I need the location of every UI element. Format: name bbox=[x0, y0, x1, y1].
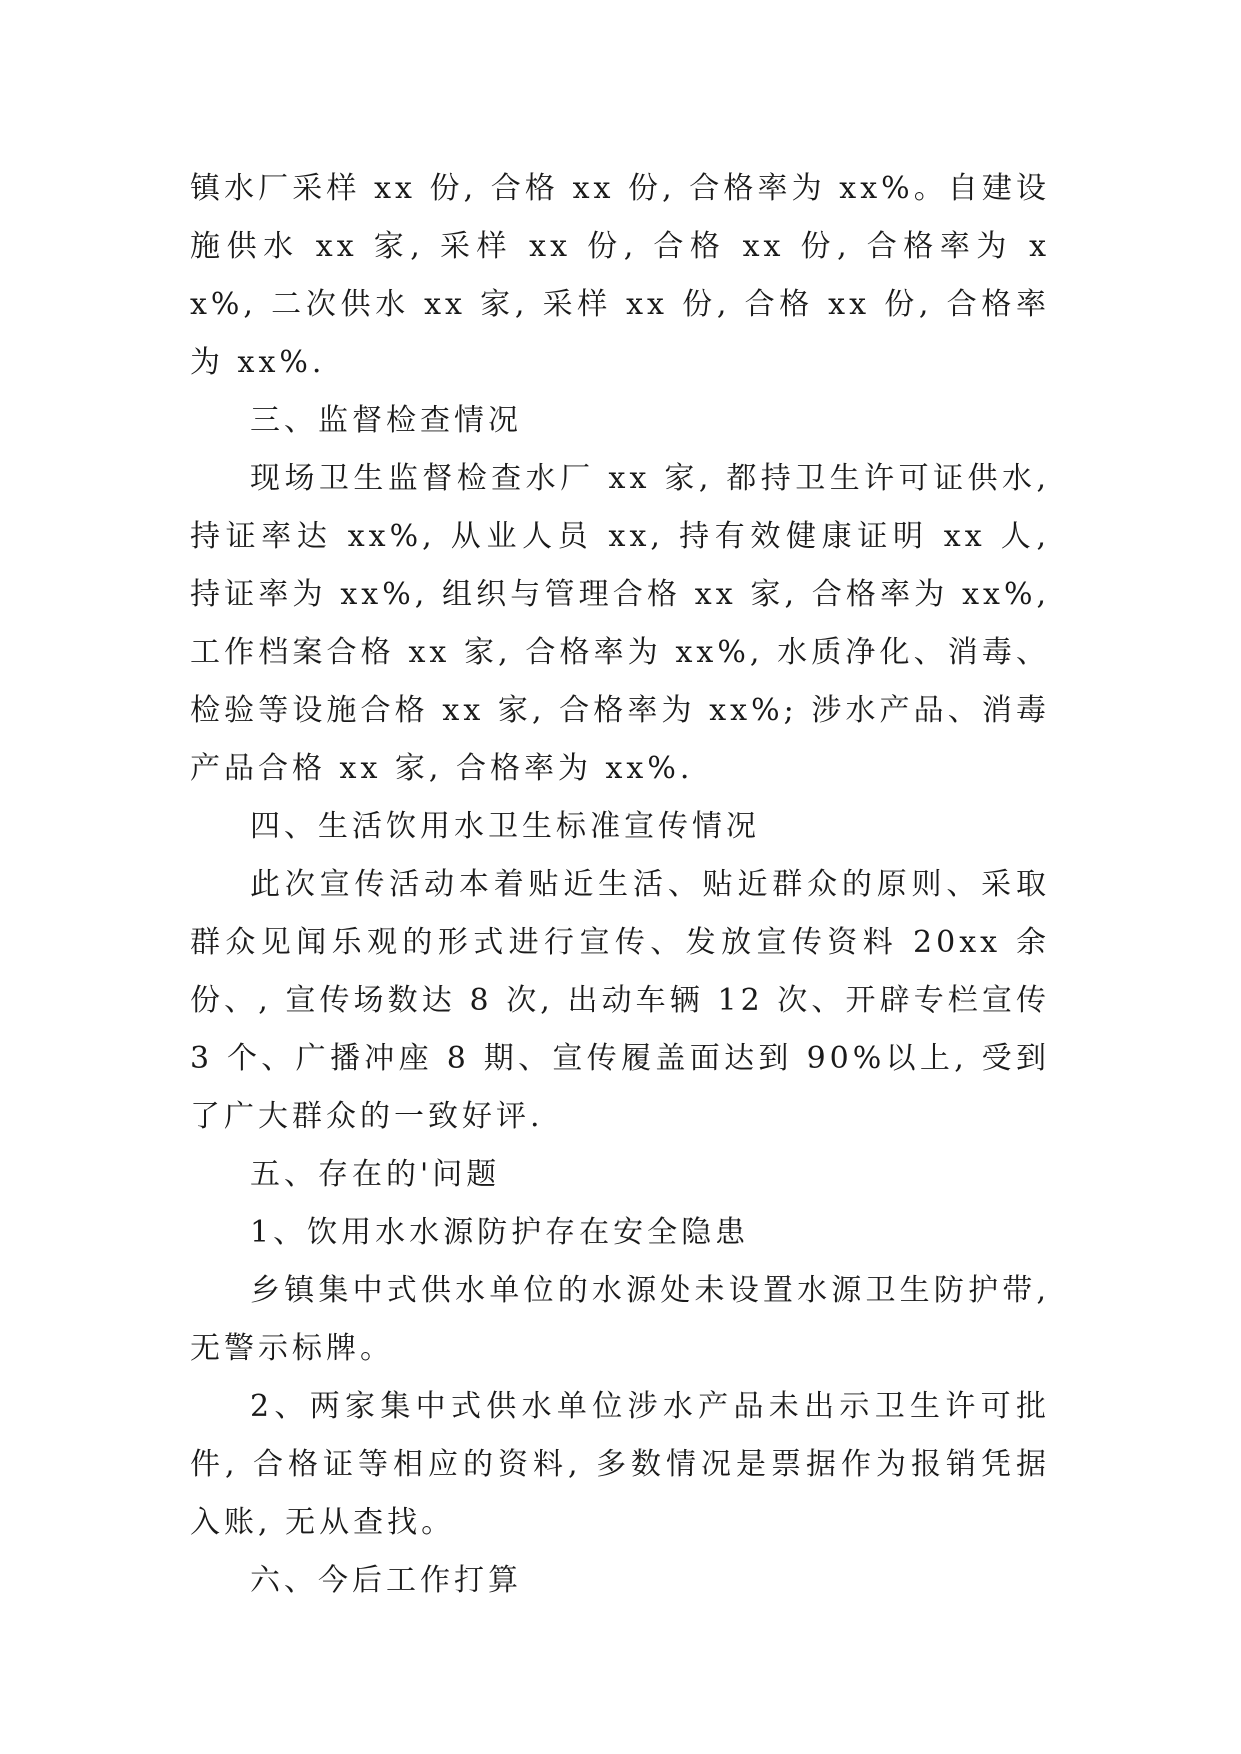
paragraph-product-permits: 2、两家集中式供水单位涉水产品未出示卫生许可批件, 合格证等相应的资料, 多数情况是票据作为报销凭据入账, 无从查找。 bbox=[190, 1389, 1050, 1540]
paragraph-publicity-details: 此次宣传活动本着贴近生活、贴近群众的原则、采取群众见闻乐观的形式进行宣传、发放宣传资料 20xx 余份、, 宣传场数达 8 次, 出动车辆 12 次、开辟专栏宣传 3 个、广播冲座 8 期、宣传履盖面达到 90%以上, 受到了广大群众的一致好评. bbox=[190, 867, 1050, 1134]
paragraph-water-source-protection: 乡镇集中式供水单位的水源处未设置水源卫生防护带, 无警示标牌。 bbox=[190, 1273, 1050, 1366]
section-heading-supervision: 三、监督检查情况 bbox=[250, 403, 522, 438]
document-body bbox=[190, 160, 1050, 1610]
section-heading-publicity: 四、生活饮用水卫生标准宣传情况 bbox=[250, 809, 760, 844]
subheading-water-source-protection: 1、饮用水水源防护存在安全隐患 bbox=[250, 1215, 750, 1250]
section-heading-problems: 五、存在的'问题 bbox=[250, 1157, 501, 1192]
paragraph-supervision-details: 现场卫生监督检查水厂 xx 家, 都持卫生许可证供水, 持证率达 xx%, 从业人员 xx, 持有效健康证明 xx 人, 持证率为 xx%, 组织与管理合格 xx 家, 合格率为 xx%, 工作档案合格 xx 家, 合格率为 xx%, 水质净化、消毒、检验等设施合格 xx 家, 合格率为 xx%; 涉水产品、消毒产品合格 xx 家, 合格率为 xx%. bbox=[190, 461, 1050, 786]
section-heading-future-plans: 六、今后工作打算 bbox=[250, 1563, 522, 1598]
paragraph-water-plant-sampling: 镇水厂采样 xx 份, 合格 xx 份, 合格率为 xx%。自建设施供水 xx 家, 采样 xx 份, 合格 xx 份, 合格率为 xx%, 二次供水 xx 家, 采样 xx 份, 合格 xx 份, 合格率为 xx%. bbox=[190, 171, 1050, 380]
